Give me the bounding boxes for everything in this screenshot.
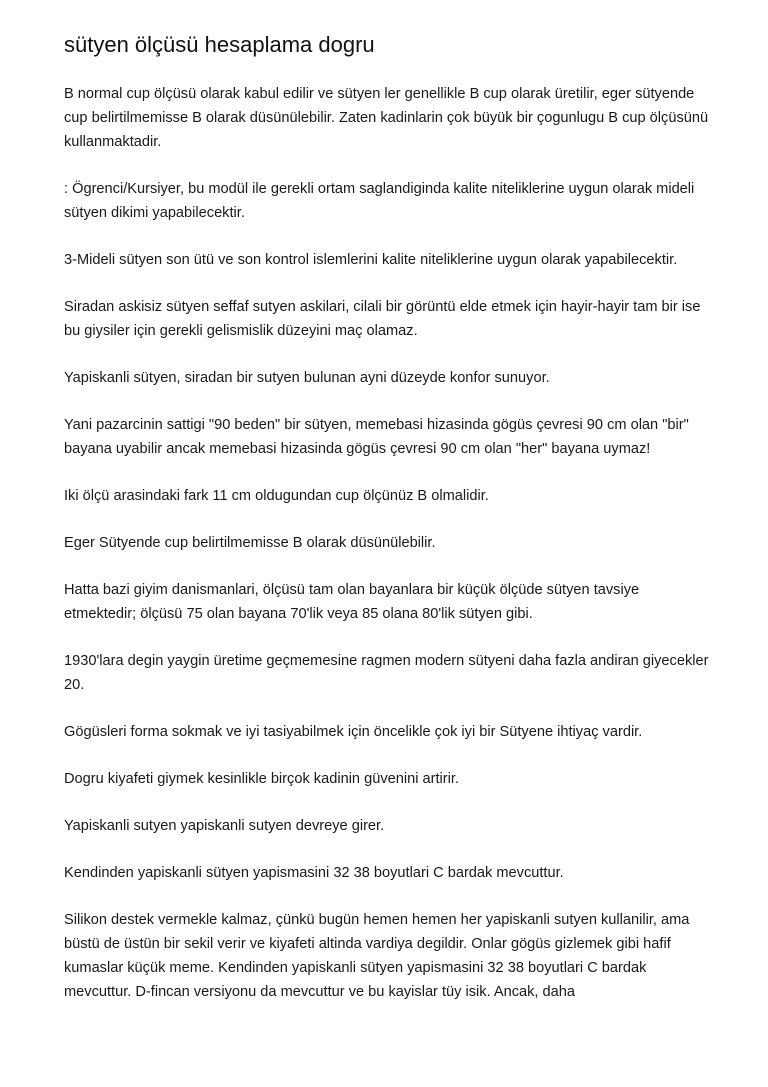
paragraph: Eger Sütyende cup belirtilmemisse B olarak düsünülebilir.	[64, 535, 436, 551]
document-title: sütyen ölçüsü hesaplama dogru	[64, 32, 375, 57]
paragraph: 1930'lara degin yaygin üretime geçmemesine ragmen modern sütyeni daha fazla andiran giyecekler 20.	[64, 653, 709, 693]
paragraph: B normal cup ölçüsü olarak kabul edilir ve sütyen ler genellikle B cup olarak üretilir, eger sütyende cup belirtilmemisse B olarak düsünülebilir. Zaten kadinlarin çok büyük bir çogunlugu B cup ölçüsünü kullanmaktadir.	[64, 86, 709, 150]
paragraph: Siradan askisiz sütyen seffaf sutyen askilari, cilali bir görüntü elde etmek için hayir-hayir tam bir ise bu giysiler için gerekli gelismislik düzeyini maç olamaz.	[64, 299, 701, 339]
paragraph: Yapiskanli sütyen, siradan bir sutyen bulunan ayni düzeyde konfor sunuyor.	[64, 370, 550, 386]
paragraph: Yani pazarcinin sattigi "90 beden" bir sütyen, memebasi hizasinda gögüs çevresi 90 cm olan "bir" bayana uyabilir ancak memebasi hizasinda gögüs çevresi 90 cm olan "her" bayana uymaz!	[64, 417, 689, 457]
paragraph: : Ögrenci/Kursiyer, bu modül ile gerekli ortam saglandiginda kalite niteliklerine uygun olarak mideli sütyen dikimi yapabilecektir.	[64, 181, 695, 221]
paragraph: Yapiskanli sutyen yapiskanli sutyen devreye girer.	[64, 818, 385, 834]
document-page	[64, 30, 714, 1027]
paragraph: Gögüsleri forma sokmak ve iyi tasiyabilmek için öncelikle çok iyi bir Sütyene ihtiyaç vardir.	[64, 724, 643, 740]
paragraph: Kendinden yapiskanli sütyen yapismasini 32 38 boyutlari C bardak mevcuttur.	[64, 865, 564, 881]
paragraph: Dogru kiyafeti giymek kesinlikle birçok kadinin güvenini artirir.	[64, 771, 460, 787]
paragraph: Iki ölçü arasindaki fark 11 cm oldugundan cup ölçünüz B olmalidir.	[64, 488, 489, 504]
paragraph: Silikon destek vermekle kalmaz, çünkü bugün hemen hemen her yapiskanli sutyen kullanilir, ama büstü de üstün bir sekil verir ve kiyafeti altinda vardiya degildir. Onlar gögüs gizlemek gibi hafif kumaslar küçük meme. Kendinden yapiskanli sütyen yapismasini 32 38 boyutlari C bardak mevcuttur. D-fincan versiyonu da mevcuttur ve bu kayislar tüy isik. Ancak, daha	[64, 912, 690, 1000]
paragraph: 3-Mideli sütyen son ütü ve son kontrol islemlerini kalite niteliklerine uygun olarak yapabilecektir.	[64, 252, 678, 268]
paragraph: Hatta bazi giyim danismanlari, ölçüsü tam olan bayanlara bir küçük ölçüde sütyen tavsiye etmektedir; ölçüsü 75 olan bayana 70'lik veya 85 olana 80'lik sütyen gibi.	[64, 582, 640, 622]
